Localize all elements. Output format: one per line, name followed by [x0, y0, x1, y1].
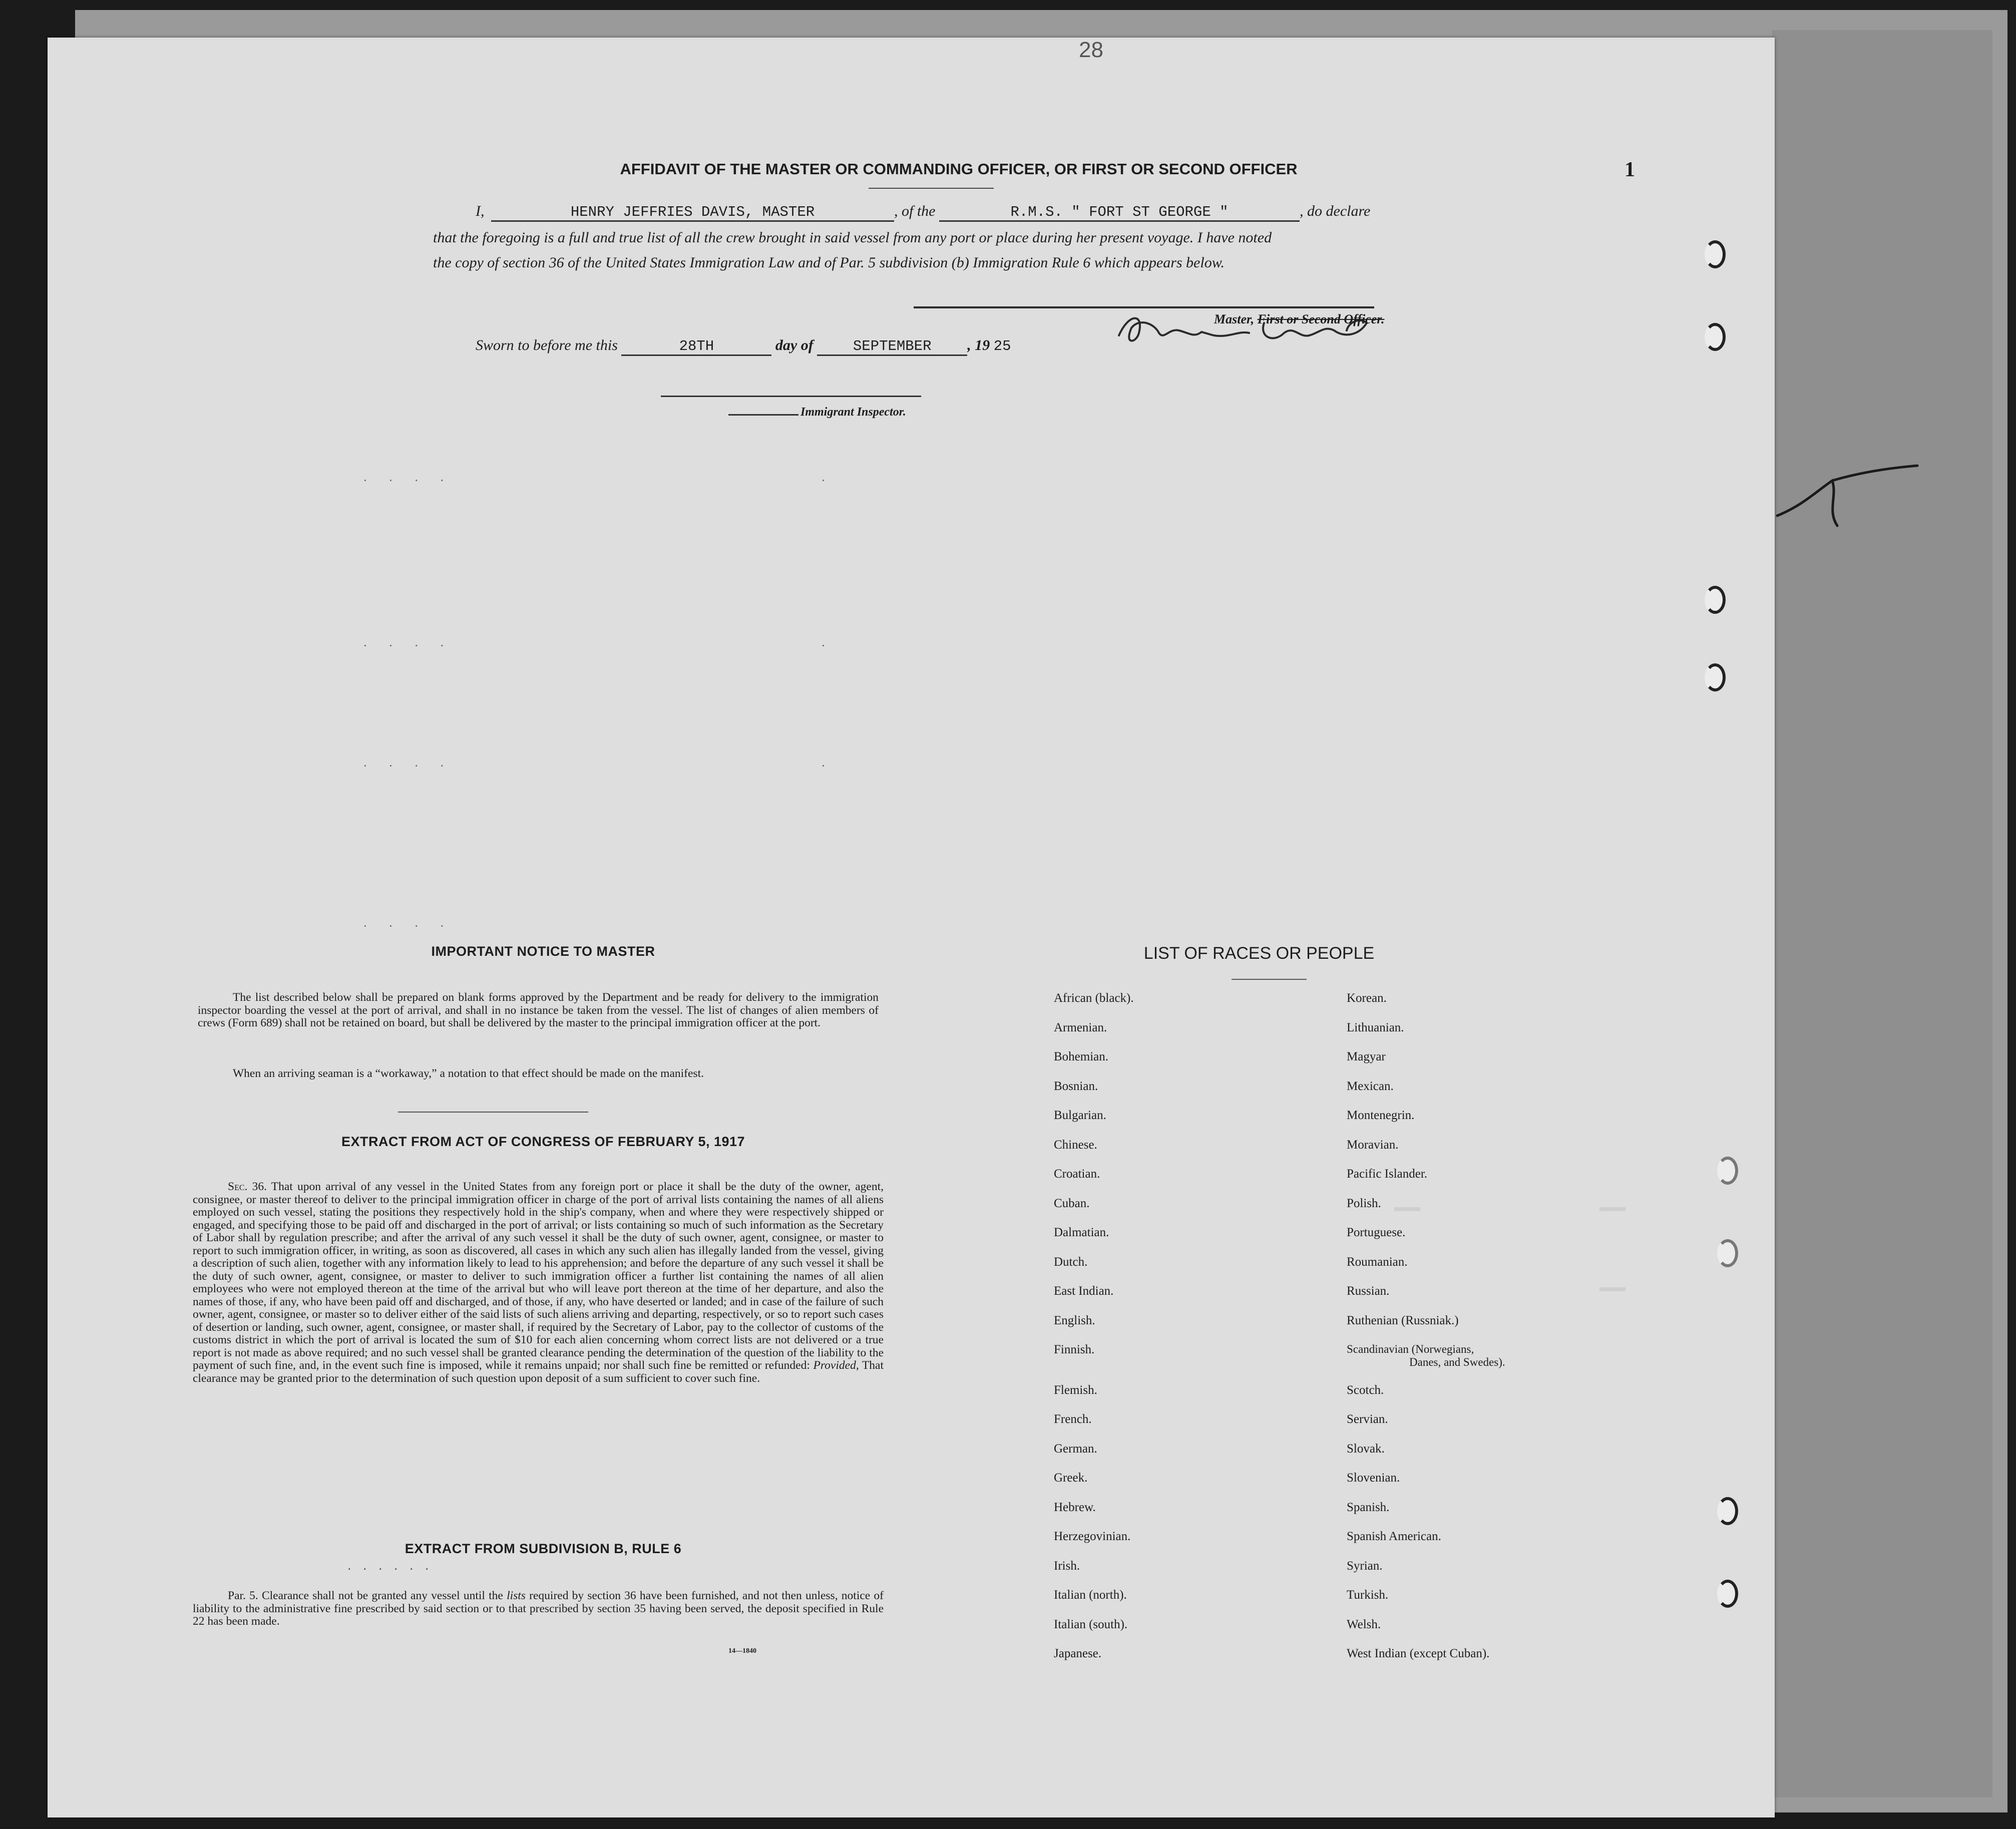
race-item-left: Italian (south). [1054, 1617, 1128, 1631]
sworn-day-field: 28TH [621, 338, 771, 356]
master-caption: Master, [1214, 312, 1255, 326]
dot-marks: · · · · [363, 919, 454, 933]
section-36-body: That upon arrival of any vessel in the United States from any foreign port or place it shall be the duty of the owner, agent, consignee, or master thereof to deliver to the principal immigration officer in charge of the port of arrival lists containing the names of all aliens employed on such vessel, stating the positions they respectively hold in the ship's company, when and where they were respectively shipped or engaged, and specifying those to be paid off and discharged in the port of arrival; or lists containing so much of such information as the Secretary of Labor shall by regulation prescribe; and after the arrival of any such vessel it shall be the duty of such owner, agent, consignee, or master to report to such immigration officer, in writing, as soon as discovered, all cases in which any such alien has illegally landed from the vessel, giving a description of such alien, together with any information likely to lead to his apprehension; and before the departure of any such vessel it shall be the duty of such owner, agent, consignee, or master to deliver to such immigration officer a further list containing the names of all alien employees who were not employed thereon at the time of the arrival but who will leave port thereon at the time of her departure, and also the names of those, if any, who have been paid off and discharged, and of those, if any, who have deserted or landed; and in case of the failure of such owner, agent, consignee, or master so to deliver either of the said lists of such aliens arriving and departing, respectively, or so to report such cases of desertion or landing, such owner, agent, consignee, or master shall, if required by the Secretary of Labor, pay to the collector of customs of the customs district in which the port of arrival is located the sum of $10 for each alien concerning whom correct lists are not delivered or a true report is not made as above required; and no such vessel shall be granted clearance pending the determination of the question of the liability to the payment of such fine, and, in the event such fine is imposed, while it remains unpaid; nor shall such fine be remitted or refunded: [193, 1180, 884, 1372]
race-item-left: Dutch. [1054, 1255, 1088, 1269]
race-item-left: Cuban. [1054, 1196, 1090, 1210]
race-item-right: Magyar [1347, 1050, 1386, 1063]
ghost-mark: ▬▬ [1599, 1279, 1626, 1294]
race-item-right: Spanish American. [1347, 1530, 1441, 1543]
binder-hole [1717, 1580, 1738, 1608]
title-divider [869, 188, 994, 189]
race-item-left: African (black). [1054, 991, 1134, 1005]
races-divider [1232, 979, 1307, 980]
race-item-right: Ruthenian (Russniak.) [1347, 1313, 1459, 1327]
race-item-right: Moravian. [1347, 1138, 1399, 1152]
declaration-line-1 [476, 203, 1370, 222]
race-item-right: Turkish. [1347, 1588, 1389, 1602]
race-item-right: Slovenian. [1347, 1471, 1400, 1485]
races-list-title: LIST OF RACES OR PEOPLE [1143, 944, 1375, 963]
binder-hole [1717, 1157, 1738, 1185]
race-item-right: Mexican. [1347, 1079, 1394, 1093]
race-item-right: Spanish. [1347, 1500, 1390, 1514]
form-number: 14—1840 [728, 1647, 756, 1655]
act-extract-title: EXTRACT FROM ACT OF CONGRESS OF FEBRUARY 5, 1917 [341, 1134, 745, 1149]
race-item-right: Polish. [1347, 1196, 1381, 1210]
race-item-left: Flemish. [1054, 1383, 1097, 1397]
par-5-end: required by section 36 have been furnished, and not then unless, notice of liability to the administrative fine prescribed by said section or to that prescribed by section 35 having been served, the deposit specified in Rule 22 has been made. [193, 1589, 884, 1628]
dot-marks: · · · · · [363, 759, 835, 773]
race-item-left: Bulgarian. [1054, 1109, 1106, 1122]
race-item-left: Japanese. [1054, 1647, 1102, 1660]
race-item-left: Finnish. [1054, 1343, 1095, 1356]
race-item-left: Armenian. [1054, 1020, 1107, 1034]
inspector-signature-line [661, 396, 921, 397]
document-page [48, 38, 1775, 1817]
race-item-left: Dalmatian. [1054, 1226, 1109, 1239]
race-item-left: Chinese. [1054, 1138, 1097, 1152]
declaration-prefix: I, [476, 203, 485, 219]
race-item-right: Montenegrin. [1347, 1109, 1415, 1122]
of-the-label: , of the [894, 203, 936, 219]
notice-paragraph-2: When an arriving seaman is a “workaway,” a notation to that effect should be made on the manifest. [233, 1067, 704, 1080]
dot-marks: · · · · · [363, 638, 835, 653]
rule-ellipsis: . . . . . . [348, 1560, 434, 1572]
vessel-name-field: R.M.S. " FORT ST GEORGE " [939, 204, 1300, 222]
dot-marks: · · · · · [363, 473, 835, 488]
ghost-mark: ▬▬ [1394, 1199, 1420, 1214]
notice-divider [398, 1112, 588, 1113]
race-item-left: East Indian. [1054, 1284, 1114, 1298]
sworn-line [476, 337, 1011, 356]
binder-hole [1705, 663, 1726, 691]
section-36-text [193, 1181, 884, 1385]
race-item-left: Irish. [1054, 1559, 1080, 1573]
race-item-right: Scotch. [1347, 1383, 1384, 1397]
provided-word: Provided, [813, 1359, 859, 1372]
officer-caption-struck: First or Second Officer. [1257, 312, 1385, 326]
inspector-caption [728, 406, 906, 419]
race-item-left: Hebrew. [1054, 1500, 1096, 1514]
section-36-end: That clearance may be granted prior to the determination of such question upon deposit of a sum sufficient to cover such fine. [193, 1359, 884, 1385]
page-number: 1 [1625, 158, 1635, 181]
underlying-page-edge [1772, 30, 1992, 1797]
race-item-left: French. [1054, 1412, 1092, 1426]
rule-extract-title: EXTRACT FROM SUBDIVISION B, RULE 6 [405, 1541, 682, 1556]
ghost-mark: ▬▬ [1599, 1199, 1626, 1214]
par-5-start: Par. 5. Clearance shall not be granted any vessel until the [228, 1589, 503, 1602]
race-item-right: Portuguese. [1347, 1226, 1406, 1239]
lists-word: lists [507, 1589, 526, 1602]
race-item-left: Bohemian. [1054, 1050, 1109, 1063]
master-name-field: HENRY JEFFRIES DAVIS, MASTER [491, 204, 894, 222]
binder-hole [1717, 1497, 1738, 1525]
binder-hole [1717, 1239, 1738, 1267]
race-item-right: Lithuanian. [1347, 1020, 1404, 1034]
race-item-left: Italian (north). [1054, 1588, 1127, 1602]
notice-title: IMPORTANT NOTICE TO MASTER [431, 944, 655, 959]
declaration-line-3: the copy of section 36 of the United States Immigration Law and of Par. 5 subdivision (b) Immigration Rule 6 which appears below. [433, 254, 1225, 271]
day-of-label: day of [775, 337, 814, 353]
binder-hole [1705, 240, 1726, 268]
notice-paragraph-1: The list described below shall be prepared on blank forms approved by the Department and be ready for delivery to the immigration inspector boarding the vessel at the port of arrival, and shall in no instance be taken from the vessel. The list of changes of alien members of crews (Form 689) shall not be retained on board, but shall be delivered by the master to the principal immigration officer at the port. [198, 991, 879, 1029]
race-item-left: Greek. [1054, 1471, 1088, 1485]
inspector-caption-text: Immigrant Inspector. [800, 406, 906, 419]
race-item-left: German. [1054, 1441, 1097, 1455]
binder-hole [1705, 323, 1726, 351]
par-5-text [193, 1590, 884, 1628]
race-item-right: Roumanian. [1347, 1255, 1408, 1269]
race-item-right: Welsh. [1347, 1617, 1381, 1631]
year-prefix: , 19 [967, 337, 990, 353]
top-page-number: 28 [1079, 38, 1103, 62]
race-item-right: Korean. [1347, 991, 1387, 1005]
sworn-year: 25 [993, 338, 1011, 354]
sworn-month-field: SEPTEMBER [817, 338, 967, 356]
race-item-right: Servian. [1347, 1412, 1388, 1426]
declare-label: , do declare [1300, 203, 1371, 219]
race-item-right: West Indian (except Cuban). [1347, 1647, 1490, 1660]
affidavit-title: AFFIDAVIT OF THE MASTER OR COMMANDING OFFICER, OR FIRST OR SECOND OFFICER [620, 160, 1298, 178]
signature-line [914, 306, 1374, 308]
race-item-right: Pacific Islander. [1347, 1167, 1428, 1181]
section-label: Sec. 36. [228, 1180, 267, 1193]
sworn-prefix: Sworn to before me this [476, 337, 618, 353]
binder-hole [1705, 586, 1726, 614]
race-item-left: Bosnian. [1054, 1079, 1098, 1093]
race-item-left: Herzegovinian. [1054, 1530, 1131, 1543]
race-item-right: Russian. [1347, 1284, 1390, 1298]
declaration-line-2: that the foregoing is a full and true list of all the crew brought in said vessel from any port or place during her present voyage. I have noted [433, 229, 1272, 246]
race-item-right: Scandinavian (Norwegians, [1347, 1343, 1474, 1355]
race-item-left: English. [1054, 1313, 1095, 1327]
pen-mark [1772, 451, 1922, 551]
race-item-left: Croatian. [1054, 1167, 1100, 1181]
race-item-right: Slovak. [1347, 1441, 1385, 1455]
race-item-right: Syrian. [1347, 1559, 1383, 1573]
race-item-right: Danes, and Swedes). [1409, 1356, 1505, 1368]
signature-caption [1214, 312, 1384, 327]
